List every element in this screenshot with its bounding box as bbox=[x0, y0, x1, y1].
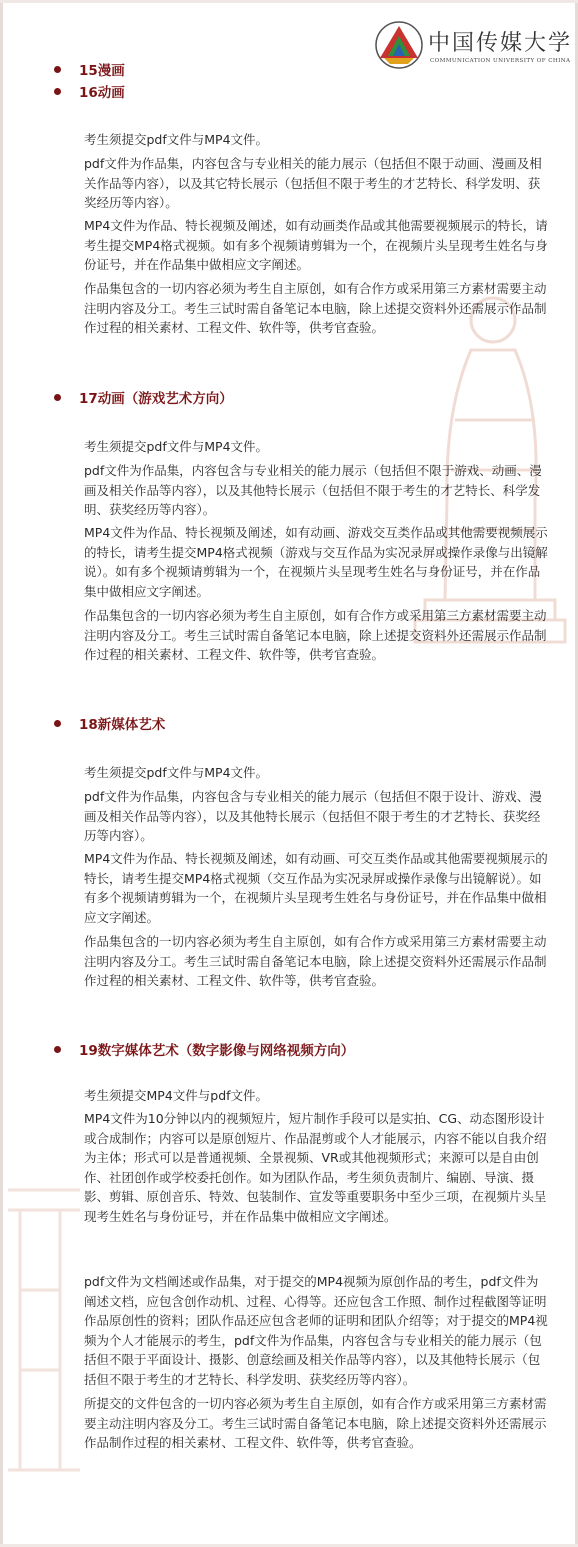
bullet-icon bbox=[54, 66, 61, 73]
university-logo bbox=[374, 20, 573, 76]
paragraph: MP4文件为作品、特长视频及阐述，如有动画类作品或其他需要视频展示的特长，请考生提交MP4格式视频。如有多个视频请剪辑为一个，在视频片头呈现考生姓名与身份证号，并在作品集中做相应文字阐述。 bbox=[84, 218, 548, 272]
logo-name-en: COMMUNICATION UNIVERSITY OF CHINA bbox=[430, 58, 571, 64]
section-title: 17动画（游戏艺术方向） bbox=[79, 391, 233, 407]
paragraph: pdf文件为文档阐述或作品集，对于提交的MP4视频为原创作品的考生，pdf文件为阐述文档，应包含创作动机、过程、心得等。还应包含工作照、制作过程截图等证明作品原创性的资料；团队作品还应包含老师的证明和团队介绍等；对于提交的MP4视频为个人才能展示的考生，pdf文件为作品集，内容包含与专业相关的能力展示（包括但不限于平面设计、摄影、创意绘画及相关作品等内容），以及其他特长展示（包括但不限于考生的才艺特长、科学发明、获奖经历等内容）。 bbox=[84, 1274, 548, 1387]
paragraph: MP4文件为作品、特长视频及阐述，如有动画、游戏交互类作品或其他需要视频展示的特长，请考生提交MP4格式视频（游戏与交互作品为实况录屏或操作录像与出镜解说）。如有多个视频请剪辑为一个，在视频片头呈现考生姓名与身份证号，并在作品集中做相应文字阐述。 bbox=[84, 525, 548, 599]
section-heading-18 bbox=[54, 712, 165, 734]
bullet-icon bbox=[54, 720, 61, 727]
bullet-icon bbox=[54, 88, 61, 95]
section-heading-19 bbox=[54, 1038, 354, 1060]
section-title: 18新媒体艺术 bbox=[79, 717, 166, 733]
bullet-icon bbox=[54, 1046, 61, 1053]
gate-watermark bbox=[0, 1170, 90, 1490]
page-border-top bbox=[0, 0, 578, 3]
bullet-icon bbox=[54, 394, 61, 401]
paragraph: 作品集包含的一切内容必须为考生自主原创，如有合作方或采用第三方素材需要主动注明内容及分工。考生三试时需自备笔记本电脑，除上述提交资料外还需展示作品制作过程的相关素材、工程文件、软件等，供考官查验。 bbox=[84, 281, 547, 335]
logo-name-cn: 中国传媒大学 bbox=[428, 31, 573, 56]
cuc-emblem-icon bbox=[374, 20, 424, 70]
section-heading-17 bbox=[54, 386, 233, 408]
paragraph: 考生须提交pdf文件与MP4文件。 bbox=[84, 439, 269, 454]
section-heading-16 bbox=[54, 80, 125, 102]
paragraph: 考生须提交MP4文件与pdf文件。 bbox=[84, 1088, 269, 1103]
section-title: 19数字媒体艺术（数字影像与网络视频方向） bbox=[79, 1043, 355, 1059]
paragraph: 所提交的文件包含的一切内容必须为考生自主原创，如有合作方或采用第三方素材需要主动注明内容及分工。考生三试时需自备笔记本电脑，除上述提交资料外还需展示作品制作过程的相关素材、工程文件、软件等，供考官查验。 bbox=[84, 1396, 547, 1450]
paragraph: 考生须提交pdf文件与MP4文件。 bbox=[84, 765, 269, 780]
section-title: 15漫画 bbox=[79, 63, 125, 79]
section-heading-15 bbox=[54, 58, 125, 80]
section-title: 16动画 bbox=[79, 85, 125, 101]
page-border-left bbox=[0, 0, 3, 1547]
paragraph: 作品集包含的一切内容必须为考生自主原创，如有合作方或采用第三方素材需要主动注明内容及分工。考生三试时需自备笔记本电脑，除上述提交资料外还需展示作品制作过程的相关素材、工程文件、软件等，供考官查验。 bbox=[84, 608, 547, 662]
paragraph: pdf文件为作品集，内容包含与专业相关的能力展示（包括但不限于游戏、动画、漫画及相关作品等内容），以及其他特长展示（包括但不限于考生的才艺特长、科学发明、获奖经历等内容）。 bbox=[84, 463, 542, 517]
paragraph: pdf文件为作品集，内容包含与专业相关的能力展示（包括但不限于设计、游戏、漫画及相关作品等内容），以及其他特长展示（包括但不限于考生的才艺特长、获奖经历等内容）。 bbox=[84, 789, 542, 843]
paragraph: 作品集包含的一切内容必须为考生自主原创，如有合作方或采用第三方素材需要主动注明内容及分工。考生三试时需自备笔记本电脑，除上述提交资料外还需展示作品制作过程的相关素材、工程文件、软件等，供考官查验。 bbox=[84, 934, 547, 988]
paragraph: pdf文件为作品集，内容包含与专业相关的能力展示（包括但不限于动画、漫画及相关作品等内容），以及其它特长展示（包括但不限于考生的才艺特长、科学发明、获奖经历等内容）。 bbox=[84, 156, 542, 210]
paragraph: MP4文件为作品、特长视频及阐述，如有动画、可交互类作品或其他需要视频展示的特长，请考生提交MP4格式视频（交互作品为实况录屏或操作录像与出镜解说）。如有多个视频请剪辑为一个，在视频片头呈现考生姓名与身份证号，并在作品集中做相应文字阐述。 bbox=[84, 851, 548, 925]
paragraph: 考生须提交pdf文件与MP4文件。 bbox=[84, 132, 269, 147]
paragraph: MP4文件为10分钟以内的视频短片，短片制作手段可以是实拍、CG、动态图形设计或合成制作；内容可以是原创短片、作品混剪或个人才能展示，内容不能以自我介绍为主体；形式可以是普通视频、全景视频、VR或其他视频形式；来源可以是自由创作、社团创作或学校委托创作。如为团队作品，考生须负责制片、编剧、导演、摄影、剪辑、原创音乐、特效、包装制作、宣发等重要职务中至少三项，在视频片头呈现考生姓名与身份证号，并在作品集中做相应文字阐述。 bbox=[84, 1111, 547, 1224]
